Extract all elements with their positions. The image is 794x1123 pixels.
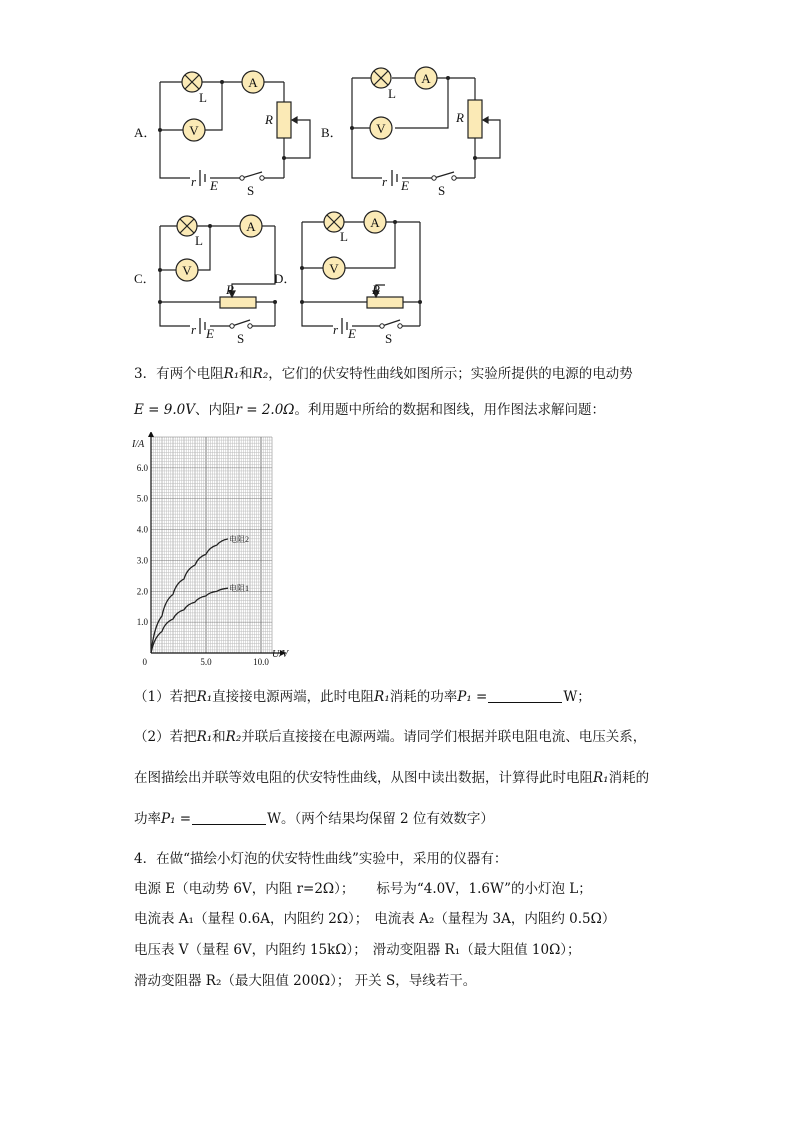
- q4-item: 滑动变阻器 R₁（最大阻值 10Ω）；: [372, 942, 581, 958]
- q4-item: 标号为“4.0V，1.6W”的小灯泡 L；: [376, 881, 592, 897]
- q3-text: 和: [212, 729, 226, 745]
- r1-symbol: R₁: [374, 689, 390, 705]
- switch-label: S: [385, 331, 393, 346]
- q3-text: 有两个电阻: [156, 366, 224, 382]
- x-tick-label: 10.0: [253, 657, 269, 667]
- series-label-1: 电阻1: [229, 584, 249, 594]
- unit-text: W；: [563, 689, 591, 705]
- q4-item: 电流表 A₁（量程 0.6A，内阻约 2Ω）；: [134, 911, 369, 927]
- q3-text: （1）若把: [134, 689, 197, 705]
- voltmeter-label: V: [182, 263, 192, 278]
- q3-text: 消耗的: [608, 770, 650, 786]
- rheostat-a: [277, 102, 291, 138]
- ammeter-label: A: [246, 219, 256, 234]
- series-line-1: [151, 588, 228, 653]
- q3-text: W。（两个结果均保留 2 位有效数字）: [267, 811, 494, 827]
- y-tick-label: 2.0: [136, 586, 148, 597]
- internal-resistance-label: r: [191, 322, 197, 337]
- option-d-label: D．: [274, 271, 297, 286]
- q4-text: 在做“描绘小灯泡的伏安特性曲线”实验中，采用的仪器有：: [156, 851, 508, 867]
- q4-line4: [134, 972, 476, 990]
- q3-number: 3．: [134, 366, 157, 382]
- q4-line3: [134, 941, 581, 959]
- q3-text: 在图描绘出并联等效电阻的伏安特性曲线，从图中读出数据，计算得此时电阻: [134, 770, 593, 786]
- ammeter-label: A: [248, 75, 258, 90]
- ammeter-label: A: [421, 71, 431, 86]
- emf-label: E: [206, 326, 214, 341]
- q4-item: 滑动变阻器 R₂（最大阻值 200Ω）； 开关 S，导线若干。: [134, 973, 477, 989]
- rheostat-b: [468, 100, 482, 138]
- answer-blank-2[interactable]: [192, 812, 266, 825]
- iv-chart: [126, 432, 296, 672]
- q3-line1: [134, 365, 633, 383]
- emf-value: E = 9.0V: [134, 402, 195, 418]
- q4-item: 电源 E（电动势 6V，内阻 r=2Ω）；: [134, 881, 355, 897]
- x-tick-label: 5.0: [200, 657, 212, 667]
- lamp-label: L: [199, 90, 207, 105]
- y-tick-label: 6.0: [136, 462, 148, 473]
- x-axis-label: U/V: [272, 649, 289, 660]
- circuit-d: [302, 222, 420, 326]
- switch-label: S: [247, 183, 255, 198]
- resistor-label: R: [372, 282, 380, 297]
- emf-label: E: [210, 178, 218, 193]
- internal-resistance-value: r = 2.0Ω: [235, 402, 295, 418]
- resistor-label: R: [226, 282, 234, 297]
- q4-item: 电压表 V（量程 6V，内阻约 15kΩ）；: [134, 942, 367, 958]
- y-tick-label: 5.0: [136, 493, 148, 504]
- rheostat-c: [220, 297, 256, 308]
- option-c-label: C．: [134, 271, 156, 286]
- internal-resistance-label: r: [333, 322, 339, 337]
- voltmeter-label: V: [376, 121, 386, 136]
- internal-resistance-label: r: [191, 174, 197, 189]
- p1-symbol: P₁ =: [161, 811, 192, 827]
- y-axis-arrow: [148, 432, 154, 437]
- q4-line2: [134, 910, 615, 928]
- switch-label: S: [438, 183, 446, 198]
- x-tick-label: 0: [142, 657, 147, 667]
- ammeter-label: A: [370, 215, 380, 230]
- r2-symbol: R₂: [252, 366, 269, 382]
- option-b-label: B．: [321, 125, 343, 140]
- lamp-label: L: [340, 229, 348, 244]
- p1-symbol: P₁ =: [457, 689, 488, 705]
- q4-intro: [134, 850, 507, 868]
- q3-part2-line2: [134, 769, 649, 787]
- q4-item: 电流表 A₂（量程为 3A，内阻约 0.5Ω）: [374, 911, 616, 927]
- emf-label: E: [401, 178, 409, 193]
- r1-symbol: R₁: [593, 770, 609, 786]
- q3-text: 和: [239, 366, 253, 382]
- q3-line2: [134, 401, 605, 419]
- y-tick-label: 1.0: [136, 617, 148, 628]
- answer-blank-1[interactable]: [488, 690, 562, 703]
- q3-part2-line1: [134, 728, 646, 746]
- q3-text: 消耗的功率: [389, 689, 458, 705]
- lamp-label: L: [195, 233, 203, 248]
- resistor-label: R: [265, 112, 273, 127]
- q4-number: 4．: [134, 851, 157, 867]
- y-axis-label: I/A: [132, 439, 145, 450]
- option-a-label: A．: [134, 125, 157, 140]
- voltmeter-label: V: [189, 123, 199, 138]
- q3-text: 。利用题中所给的数据和图线，用作图法求解问题：: [294, 402, 605, 418]
- q4-line1: [134, 880, 592, 898]
- voltmeter-label: V: [329, 261, 339, 276]
- circuit-diagrams: [0, 0, 794, 350]
- r1-symbol: R₁: [196, 729, 213, 745]
- q3-text: 并联后直接接在电源两端。请同学们根据并联电阻电流、电压关系，: [241, 729, 647, 745]
- q3-part2-line3: [134, 810, 494, 828]
- q3-text: ，它们的伏安特性曲线如图所示；实验所提供的电源的电动势: [268, 366, 633, 382]
- y-tick-label: 3.0: [136, 555, 148, 566]
- y-tick-label: 4.0: [136, 524, 148, 535]
- r2-symbol: R₂: [225, 729, 242, 745]
- series-line-2: [151, 539, 228, 653]
- q3-part1: [134, 688, 591, 706]
- internal-resistance-label: r: [382, 174, 388, 189]
- emf-label: E: [348, 326, 356, 341]
- series-label-2: 电阻2: [229, 534, 249, 544]
- chart-series: [151, 534, 249, 653]
- q3-text: 、内阻: [194, 402, 236, 418]
- r1-symbol: R₁: [223, 366, 240, 382]
- lamp-label: L: [388, 86, 396, 101]
- resistor-label: R: [456, 110, 464, 125]
- q3-text: 直接接电源两端，此时电阻: [212, 689, 375, 705]
- r1-symbol: R₁: [196, 689, 213, 705]
- switch-label: S: [237, 331, 245, 346]
- q3-text: 功率: [134, 811, 161, 827]
- q3-text: （2）若把: [134, 729, 197, 745]
- rheostat-d: [367, 297, 403, 308]
